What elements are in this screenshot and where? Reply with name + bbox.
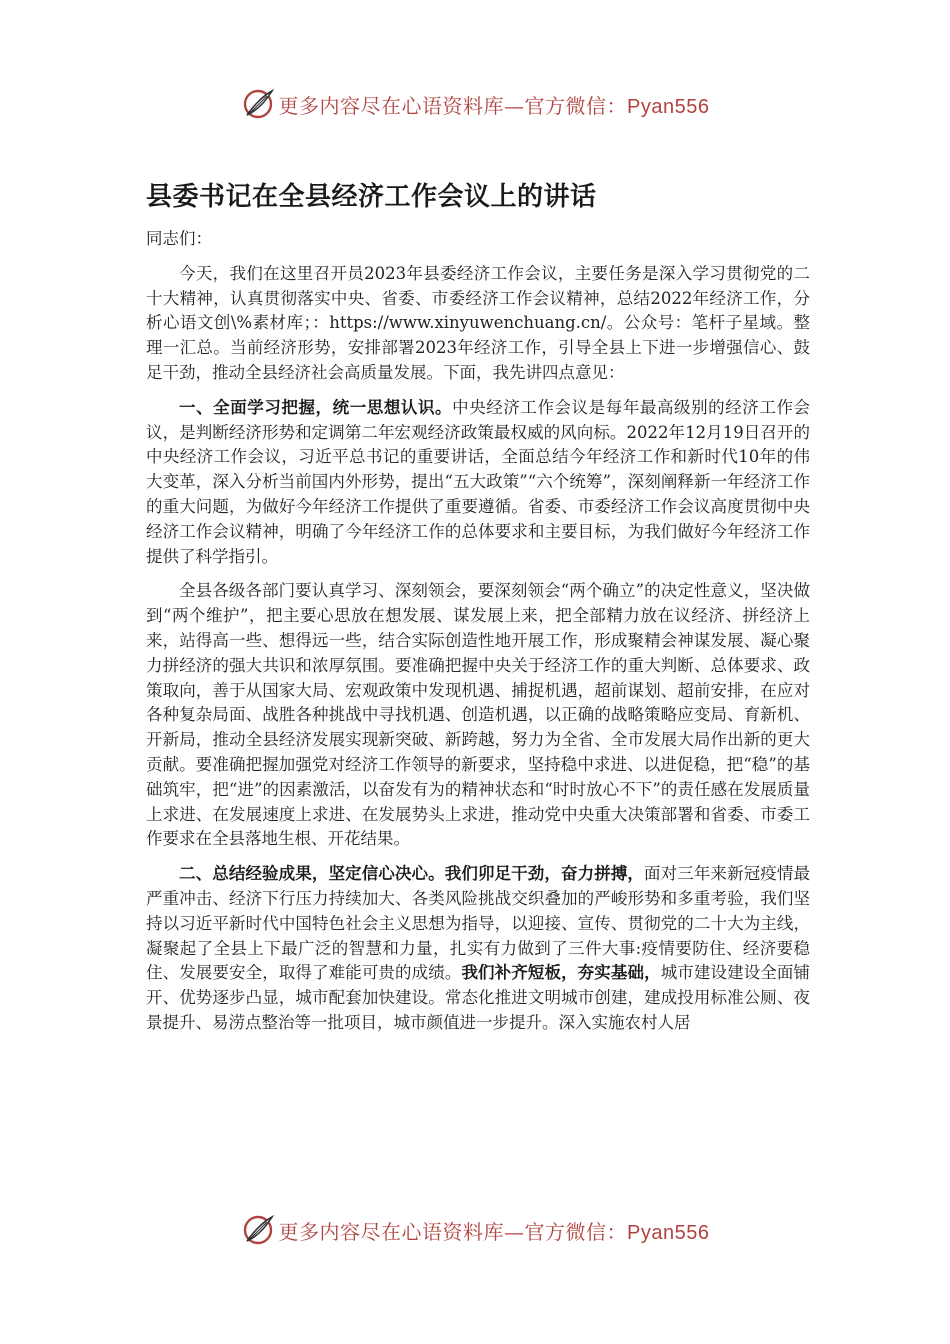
paragraph-text: 中央经济工作会议是每年最高级别的经济工作会议，是判断经济形势和定调第二年宏观经济政策最权威的风向标。2022年12月19日召开的中央经济工作会议，习近平总书记的重要讲话，全面总结今年经济工作和新时代10年的伟大变革，深入分析当前国内外形势，提出“五大政策”“六个统筹”，深刻阐释新一年经济工作的重大问题，为做好今年经济工作提供了重要遵循。省委、市委经济工作会议高度贯彻中央经济工作会议精神，明确了今年经济工作的总体要求和主要目标，为我们做好今年经济工作提供了科学指引。 [146, 397, 811, 566]
feather-pen-circle-icon [241, 87, 275, 121]
bold-phrase: 我们卯足干劲，奋力拼搏， [444, 864, 645, 884]
greeting: 同志们： [146, 229, 212, 248]
section-heading-1: 一、全面学习把握，统一思想认识。 [179, 397, 453, 417]
banner-text: 更多内容尽在心语资料库—官方微信：Pyan556 [278, 1219, 710, 1244]
document-body [146, 176, 810, 1046]
paragraph-text: 面对三年来新冠疫情最严重冲击、经济下行压力持续加大、各类风险挑战交织叠加的严峻形势和多重考验，我们坚持以习近平新时代中国特色社会主义思想为指导，以迎接、宣传、贯彻党的二十大为主线，凝聚起了全县上下最广泛的智慧和力量，扎实有力做到了三件大事:疫情要防住、经济要稳住、发展要安全，取得了难能可贵的成绩。 [146, 864, 811, 983]
footer-watermark-banner [0, 1210, 950, 1250]
document-title: 县委书记在全县经济工作会议上的讲话 [146, 182, 597, 212]
wechat-id: Pyan556 [627, 1221, 710, 1244]
banner-text: 更多内容尽在心语资料库—官方微信：Pyan556 [278, 93, 710, 118]
wechat-id: Pyan556 [627, 95, 710, 118]
section-heading-2: 二、总结经验成果，坚定信心决心。 [179, 864, 445, 884]
paragraph-section-2 [146, 862, 810, 1036]
bold-phrase: 我们补齐短板，夯实基础， [461, 963, 661, 983]
header-watermark-banner [0, 84, 950, 124]
paragraph-text: 城市建设建设全面铺开、优势逐步凸显，城市配套加快建设。常态化推进文明城市创建，建成投用标准公厕、夜景提升、易涝点整治等一批项目，城市颜值进一步提升。深入实施农村人居 [146, 963, 811, 1032]
paragraph-intro: 今天，我们在这里召开员2023年县委经济工作会议，主要任务是深入学习贯彻党的二十大精神，认真贯彻落实中央、省委、市委经济工作会议精神，总结2022年经济工作，分析心语文创\%素材库；：https://www.xinyuwenchuang.cn/。公众号：笔杆子星域。整理一汇总。当前经济形势，安排部署2023年经济工作，引导全县上下进一步增强信心、鼓足干劲，推动全县经济社会高质量发展。下面，我先讲四点意见： [146, 263, 810, 382]
paragraph-section-1-detail: 全县各级各部门要认真学习、深刻领会，要深刻领会“两个确立”的决定性意义，坚决做到“两个维护”，把主要心思放在想发展、谋发展上来，把全部精力放在议经济、拼经济上来，站得高一些、想得远一些，结合实际创造性地开展工作，形成聚精会神谋发展、凝心聚力拼经济的强大共识和浓厚氛围。要准确把握中央关于经济工作的重大判断、总体要求、政策取向，善于从国家大局、宏观政策中发现机遇、捕捉机遇，超前谋划、超前安排，在应对各种复杂局面、战胜各种挑战中寻找机遇、创造机遇，以正确的战略策略应变局、育新机、开新局，推动全县经济发展实现新突破、新跨越，努力为全省、全市发展大局作出新的更大贡献。要准确把握加强党对经济工作领导的新要求，坚持稳中求进、以进促稳，把“稳”的基础筑牢，把“进”的因素激活，以奋发有为的精神状态和“时时放心不下”的责任感在发展质量上求进、在发展速度上求进、在发展势头上求进，推动党中央重大决策部署和省委、市委工作要求在全县落地生根、开花结果。 [146, 581, 810, 849]
paragraph-section-1 [146, 396, 810, 570]
feather-pen-circle-icon [241, 1213, 275, 1247]
